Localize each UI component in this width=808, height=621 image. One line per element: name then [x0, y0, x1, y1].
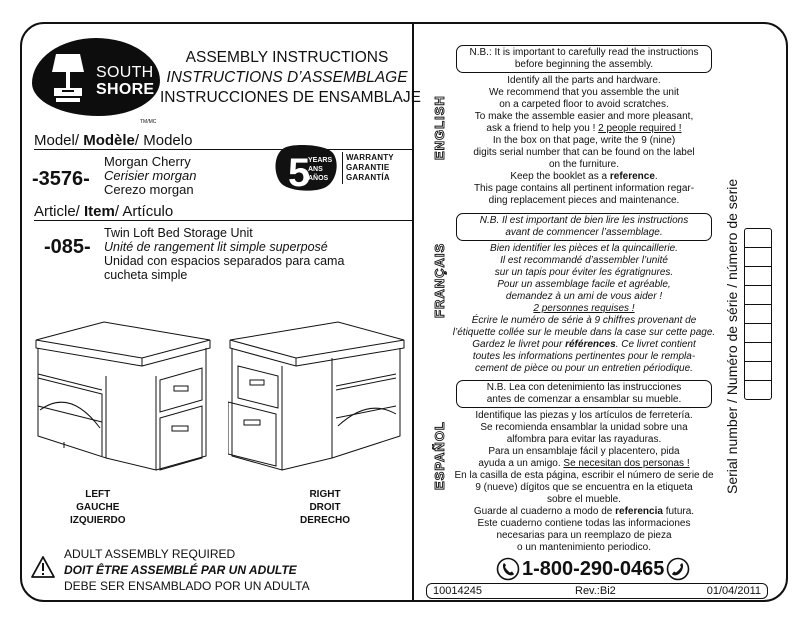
model-names: Morgan Cherry Cerisier morgan Cerezo morgan	[104, 154, 197, 197]
serial-number-grid[interactable]	[744, 228, 772, 400]
title-en: ASSEMBLY INSTRUCTIONS	[185, 49, 389, 66]
south-shore-logo	[32, 38, 160, 116]
serial-cell[interactable]	[745, 381, 771, 399]
phone-number: 1-800-290-0465	[522, 558, 665, 580]
left-label: LEFT GAUCHE IZQUIERDO	[70, 489, 126, 526]
serial-cell[interactable]	[745, 305, 771, 324]
adult-assembly-notice: ADULT ASSEMBLY REQUIRED DOIT ÊTRE ASSEMBLÉ PAR UN ADULTE DEBE SER ENSAMBLADO POR UN ADULTA	[64, 547, 310, 593]
warranty-text: WARRANTY GARANTIE GARANTÍA	[346, 153, 394, 182]
revision: Rev.:Bi2	[575, 585, 616, 597]
english-note: N.B.: It is important to carefully read the instructions before beginning the assembly.	[456, 45, 712, 73]
serial-number-label: Serial number / Numéro de série / número de serie	[724, 178, 740, 494]
svg-text:ANS: ANS	[308, 166, 323, 173]
five-year-icon	[272, 144, 342, 192]
francais-section: N.B. Il est important de bien lire les instructions avant de commencer l’assemblage. Bien identifier les pièces et la quincaillerie. Il est recommandé d’assembler l’unité sur un tapis pour éviter les égratignures. Pour un assemblage facile et agréable, demandez à un ami de vous aider ! 2 personnes requises ! Écrire le numéro de série à 9 chiffres provenant de l’étiquette collée sur le meuble dans la case sur cette page. Gardez le livret pour références. Ce livret contient toutes les informations pertinentes pour le rempla- cement de pièce ou pour un entretien périodique.	[452, 215, 716, 374]
model-header: Model/ Modèle/ Modelo	[34, 132, 193, 149]
serial-cell[interactable]	[745, 248, 771, 267]
title-es: INSTRUCCIONES DE ENSAMBLAJE	[160, 89, 421, 106]
title-block	[160, 48, 421, 108]
warranty-badge	[272, 144, 412, 192]
article-header: Article/ Item/ Artículo	[34, 203, 174, 220]
espanol-note: N.B. Lea con detenimiento las instrucciones antes de comenzar a ensamblar su mueble.	[456, 380, 712, 408]
footer-bar	[426, 583, 768, 599]
article-number: -085-	[44, 236, 91, 258]
serial-cell[interactable]	[745, 343, 771, 362]
logo-line-2: SHORE	[96, 81, 155, 98]
article-description: Twin Loft Bed Storage Unit Unité de rangement lit simple superposé Unidad con espacios separados para cama cucheta simple	[104, 226, 345, 282]
lang-english: ENGLISH	[432, 95, 447, 160]
right-label: RIGHT DROIT DERECHO	[300, 489, 351, 526]
warranty-separator	[342, 152, 343, 184]
model-number: -3576-	[32, 168, 90, 190]
english-section: N.B.: It is important to carefully read the instructions before beginning the assembly. Identify all the parts and hardware. We recommend that you assemble the unit on a carpeted floor to avoid scratches. To make the assemble easier and more pleasant, ask a friend to help you ! 2 people required ! In the box on that page, write the 9 (nine) digits serial number that can be found on the label on the furniture. Keep the booklet as a reference. This page contains all pertinent information regar- ding replacement pieces and maintenance.	[452, 45, 716, 207]
lang-espanol: ESPAÑOL	[432, 421, 447, 490]
francais-note: N.B. Il est important de bien lire les instructions avant de commencer l’assemblage.	[456, 213, 712, 241]
serial-cell[interactable]	[745, 267, 771, 286]
lang-francais: FRANÇAIS	[432, 242, 447, 318]
warning-icon	[30, 555, 56, 579]
logo-line-1: SOUTH	[96, 64, 154, 81]
svg-text:5: 5	[288, 151, 311, 192]
espanol-section: N.B. Lea con detenimiento las instrucciones antes de comenzar a ensamblar su mueble. Identifique las piezas y los artículos de ferretería. Se recomienda ensamblar la unidad sobre una alfombra para evitar las rayaduras. Para un ensamblaje fácil y placentero, pida ayuda a un amigo. Se necesitan dos personas ! En la casilla de esta página, escribir el número de serie de 9 (nueve) dígitos que se encuentra en la etiqueta sobre el mueble. Guarde al cuaderno a modo de referencia futura. Este cuaderno contiene todas las informaciones necesarias para un reemplazo de pieza o un mantenimiento periodico.	[454, 382, 714, 553]
lamp-icon	[48, 50, 88, 106]
trademark: TM/MC	[140, 119, 157, 125]
phone-icon	[496, 557, 520, 581]
svg-text:AÑOS: AÑOS	[308, 175, 329, 182]
column-divider	[412, 24, 414, 600]
right-unit-illustration	[228, 318, 406, 476]
left-unit-illustration	[34, 318, 212, 476]
title-fr: INSTRUCTIONS D’ASSEMBLAGE	[166, 69, 408, 86]
serial-cell[interactable]	[745, 324, 771, 343]
document-date: 01/04/2011	[706, 585, 761, 597]
article-rule	[34, 220, 412, 221]
serial-cell[interactable]	[745, 362, 771, 381]
serial-cell[interactable]	[745, 229, 771, 248]
phone-icon	[666, 557, 690, 581]
svg-text:YEARS: YEARS	[308, 157, 333, 164]
document-code: 10014245	[433, 585, 482, 597]
serial-cell[interactable]	[745, 286, 771, 305]
